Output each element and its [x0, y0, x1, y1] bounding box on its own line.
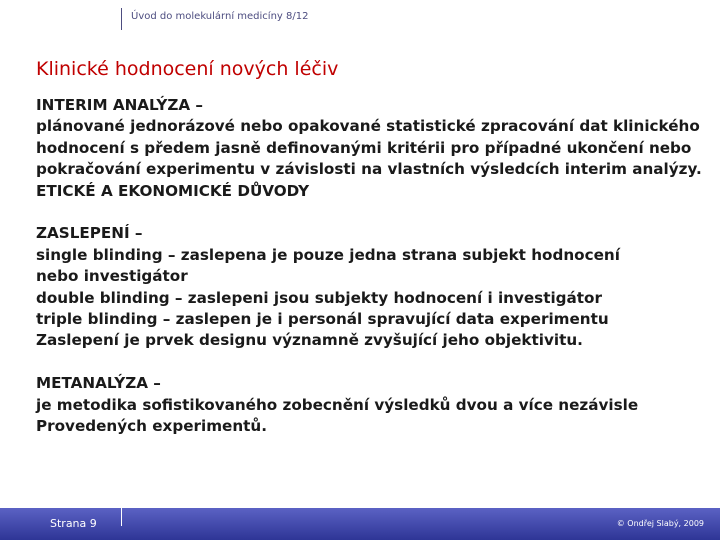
slide-body [36, 95, 706, 437]
page-number: Strana 9 [50, 517, 97, 530]
footer-bar [0, 508, 720, 540]
blinding-line: nebo investigátor [36, 267, 188, 286]
meta-line: je metodika sofistikovaného zobecnění výsledků dvou a více nezávisle [36, 395, 639, 414]
section-gap [36, 352, 706, 373]
blinding-line: triple blinding – zaslepen je i personál spravující data experimentu [36, 310, 609, 329]
blinding-line: double blinding – zaslepeni jsou subjekty hodnocení i investigátor [36, 288, 602, 307]
header-course-title: Úvod do molekulární medicíny 8/12 [131, 11, 309, 22]
meta-line: Provedených experimentů. [36, 417, 267, 436]
header-divider [121, 8, 122, 30]
interim-line: hodnocení s předem jasně definovanými kritérii pro případné ukončení nebo [36, 138, 692, 157]
blinding-heading: ZASLEPENÍ – [36, 224, 143, 243]
footer-divider [121, 508, 122, 526]
blinding-line: Zaslepení je prvek designu významně zvyšující jeho objektivitu. [36, 331, 583, 350]
interim-line: pokračování experimentu v závislosti na vlastních výsledcích interim analýzy. [36, 160, 702, 179]
meta-heading: METANALÝZA – [36, 374, 161, 393]
slide-title: Klinické hodnocení nových léčiv [36, 58, 339, 80]
section-gap [36, 202, 706, 223]
interim-heading: INTERIM ANALÝZA – [36, 96, 204, 114]
header-bar [0, 0, 720, 32]
copyright-notice: © Ondřej Slabý, 2009 [616, 519, 704, 528]
blinding-line: single blinding – zaslepena je pouze jedna strana subjekt hodnocení [36, 245, 620, 264]
interim-line: ETICKÉ A EKONOMICKÉ DŮVODY [36, 181, 310, 200]
interim-line: plánované jednorázové nebo opakované statistické zpracování dat klinického [36, 117, 700, 136]
